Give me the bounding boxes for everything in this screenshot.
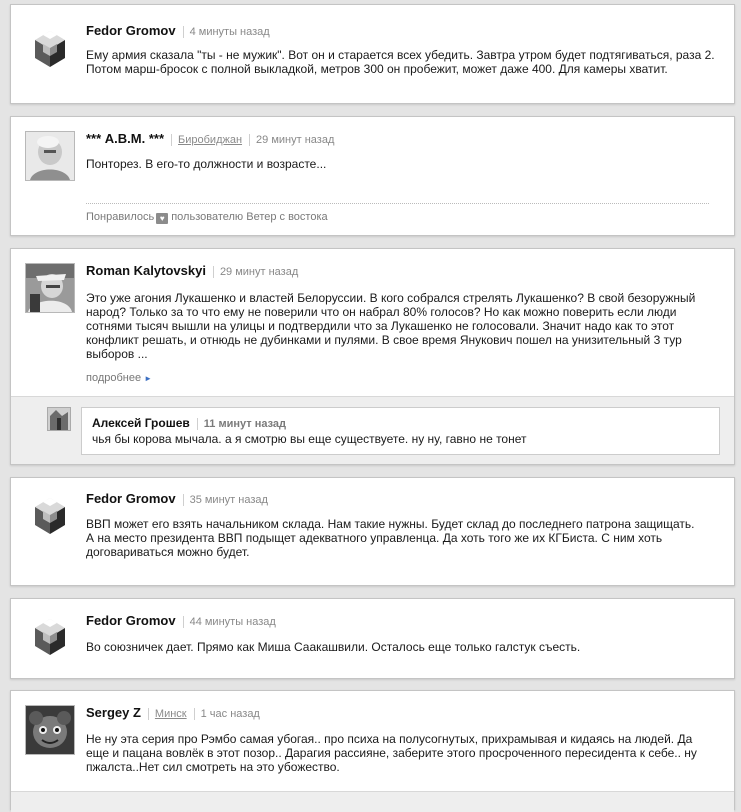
comment-text: Это уже агония Лукашенко и властей Белоруссии. В кого собрался стрелять Лукашенко? В свой безоружный народ? Только за то что ему не поверили что он набрал 80% голосов? Но как можно поверить если люди сотнями тысяч вышли на улицы и подтвердили что за Лукашенко не голосовали. Значит надо как то этот конфликт решать, и отнюдь не дубинками и пулями. В свое время Янукович пошел на унизительный 3 тур выборов ... bbox=[86, 291, 696, 361]
comment-author[interactable]: Fedor Gromov bbox=[86, 491, 176, 506]
comment-text: Во союзничек дает. Прямо как Миша Саакашвили. Осталось еще только галстук съесть. bbox=[86, 640, 581, 654]
meta-divider bbox=[171, 134, 172, 146]
meta-divider bbox=[183, 494, 184, 506]
default-avatar-icon[interactable] bbox=[25, 613, 75, 663]
likes-line bbox=[86, 203, 709, 224]
replies-section bbox=[11, 791, 734, 812]
comment-time[interactable]: 29 минут назад bbox=[219, 266, 299, 278]
reply-avatar[interactable] bbox=[47, 407, 71, 431]
comment-card bbox=[10, 598, 735, 679]
comment-author[interactable]: Sergey Z bbox=[86, 705, 141, 720]
comment-text: Понторез. В его-то должности и возрасте... bbox=[86, 157, 327, 171]
meta-divider bbox=[249, 134, 250, 146]
author-city-link[interactable]: Минск bbox=[154, 708, 187, 720]
comment-card bbox=[10, 248, 735, 465]
user-photo-avatar[interactable] bbox=[25, 263, 75, 313]
read-more-label[interactable]: подробнее bbox=[86, 372, 142, 384]
meta-divider bbox=[194, 708, 195, 720]
comment-author[interactable]: Fedor Gromov bbox=[86, 23, 176, 38]
reply-text: чья бы корова мычала. а я смотрю вы еще существуете. ну ну, гавно не тонет bbox=[92, 432, 527, 446]
reply-meta bbox=[92, 416, 286, 431]
comment-author[interactable]: *** А.В.М. *** bbox=[86, 131, 165, 146]
comment-meta bbox=[86, 491, 268, 507]
comment-text-paragraph: ВВП может его взять начальником склада. Нам такие нужны. Будет склад до последнего патрона защищать. bbox=[86, 517, 695, 531]
comment-author[interactable]: Roman Kalytovskyi bbox=[86, 263, 206, 278]
comment-meta bbox=[86, 613, 276, 629]
user-photo-avatar[interactable] bbox=[25, 705, 75, 755]
comment-text: Ему армия сказала "ты - не мужик". Вот он и старается всех убедить. Завтра утром будет подтягиваться, раза 2. Потом марш-бросок с полной выкладкой, метров 300 он пробежит, может даже 400. Для камеры хватит. bbox=[86, 48, 715, 76]
reply-comment bbox=[81, 407, 720, 455]
comment-text-paragraph: А на место президента ВВП подыщет адекватного управленца. Да хоть того же их КГБиста. С ним хоть договариваться можно будет. bbox=[86, 531, 663, 559]
heart-icon: ♥ bbox=[156, 213, 168, 224]
meta-divider bbox=[183, 26, 184, 38]
comment-meta bbox=[86, 131, 334, 147]
comment-text: Не ну эта серия про Рэмбо самая убогая.. про психа на полусогнутых, прихрамывая и кидаясь на людей. Да еще и пацана вовлёк в этот позор.. Дарагия рассияне, заберите этого просроченного пересидента к себе.. ну пжалста..Нет сил смотреть на это убожество. bbox=[86, 732, 697, 774]
reply-time[interactable]: 11 минут назад bbox=[203, 418, 287, 430]
replies-section bbox=[11, 396, 734, 464]
comment-card bbox=[10, 116, 735, 236]
comment-meta bbox=[86, 263, 298, 279]
comment-card bbox=[10, 477, 735, 586]
meta-divider bbox=[148, 708, 149, 720]
default-avatar-icon[interactable] bbox=[25, 25, 75, 75]
comment-time[interactable]: 4 минуты назад bbox=[189, 26, 270, 38]
comment-card bbox=[10, 4, 735, 104]
comment-time[interactable]: 1 час назад bbox=[200, 708, 260, 720]
read-more-link[interactable] bbox=[86, 372, 152, 384]
author-city-link[interactable]: Биробиджан bbox=[178, 134, 243, 146]
likes-suffix[interactable]: пользователю Ветер с востока bbox=[171, 211, 328, 223]
meta-divider bbox=[213, 266, 214, 278]
reply-author[interactable]: Алексей Грошев bbox=[92, 416, 190, 430]
default-avatar-icon[interactable] bbox=[25, 492, 75, 542]
user-photo-avatar[interactable] bbox=[25, 131, 75, 181]
comment-meta bbox=[86, 705, 260, 721]
meta-divider bbox=[197, 418, 198, 430]
comment-time[interactable]: 29 минут назад bbox=[256, 134, 335, 146]
comment-time[interactable]: 44 минуты назад bbox=[189, 616, 276, 628]
comment-time[interactable]: 35 минут назад bbox=[189, 494, 268, 506]
comment-meta bbox=[86, 23, 270, 39]
arrow-right-icon: ► bbox=[144, 374, 153, 383]
comment-card bbox=[10, 690, 735, 810]
comment-text bbox=[86, 517, 716, 559]
meta-divider bbox=[183, 616, 184, 628]
comment-author[interactable]: Fedor Gromov bbox=[86, 613, 176, 628]
likes-prefix: Понравилось bbox=[86, 211, 155, 223]
